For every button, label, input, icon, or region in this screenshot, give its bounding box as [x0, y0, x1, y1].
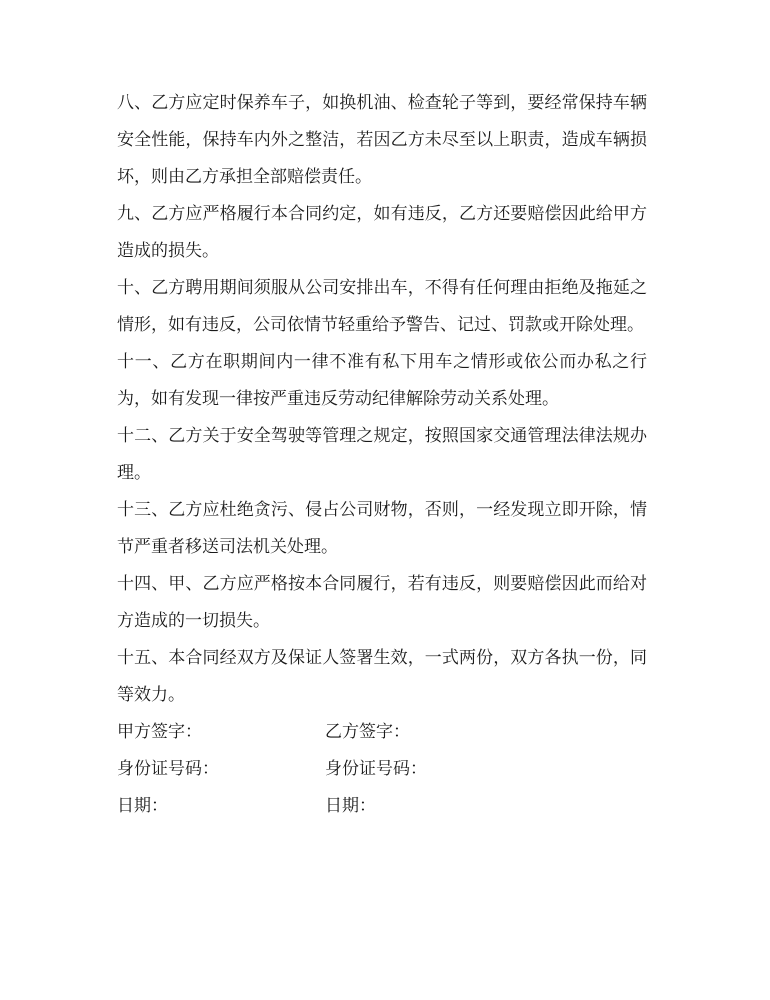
clause-9: 九、乙方应严格履行本合同约定，如有违反，乙方还要赔偿因此给甲方造成的损失。: [117, 204, 647, 261]
party-a-signature-label: 甲方签字：: [117, 722, 202, 742]
id-number-row: [117, 751, 647, 788]
clause-8: 八、乙方应定时保养车子，如换机油、检查轮子等到，要经常保持车辆安全性能，保持车内外之整洁，若因乙方未尽至以上职责，造成车辆损坏，则由乙方承担全部赔偿责任。: [117, 93, 647, 187]
clause-10: 十、乙方聘用期间须服从公司安排出车，不得有任何理由拒绝及拖延之情形，如有违反，公司依情节轻重给予警告、记过、罚款或开除处理。: [117, 278, 647, 335]
clause-12: 十二、乙方关于安全驾驶等管理之规定，按照国家交通管理法律法规办理。: [117, 426, 647, 483]
party-b-date-label: 日期：: [325, 796, 376, 816]
clause-15: 十五、本合同经双方及保证人签署生效，一式两份，双方各执一份，同等效力。: [117, 648, 647, 705]
signature-block: [117, 714, 647, 825]
signature-row: [117, 714, 647, 751]
party-b-id-label: 身份证号码：: [325, 759, 427, 779]
document-body: [117, 85, 647, 825]
clause-11: 十一、乙方在职期间内一律不准有私下用车之情形或依公而办私之行为，如有发现一律按严重违反劳动纪律解除劳动关系处理。: [117, 352, 647, 409]
party-a-date-label: 日期：: [117, 796, 168, 816]
clause-14: 十四、甲、乙方应严格按本合同履行，若有违反，则要赔偿因此而给对方造成的一切损失。: [117, 574, 647, 631]
party-b-signature-label: 乙方签字：: [325, 722, 410, 742]
clause-13: 十三、乙方应杜绝贪污、侵占公司财物，否则，一经发现立即开除，情节严重者移送司法机关处理。: [117, 500, 647, 557]
party-a-id-label: 身份证号码：: [117, 759, 219, 779]
date-row: [117, 788, 647, 825]
